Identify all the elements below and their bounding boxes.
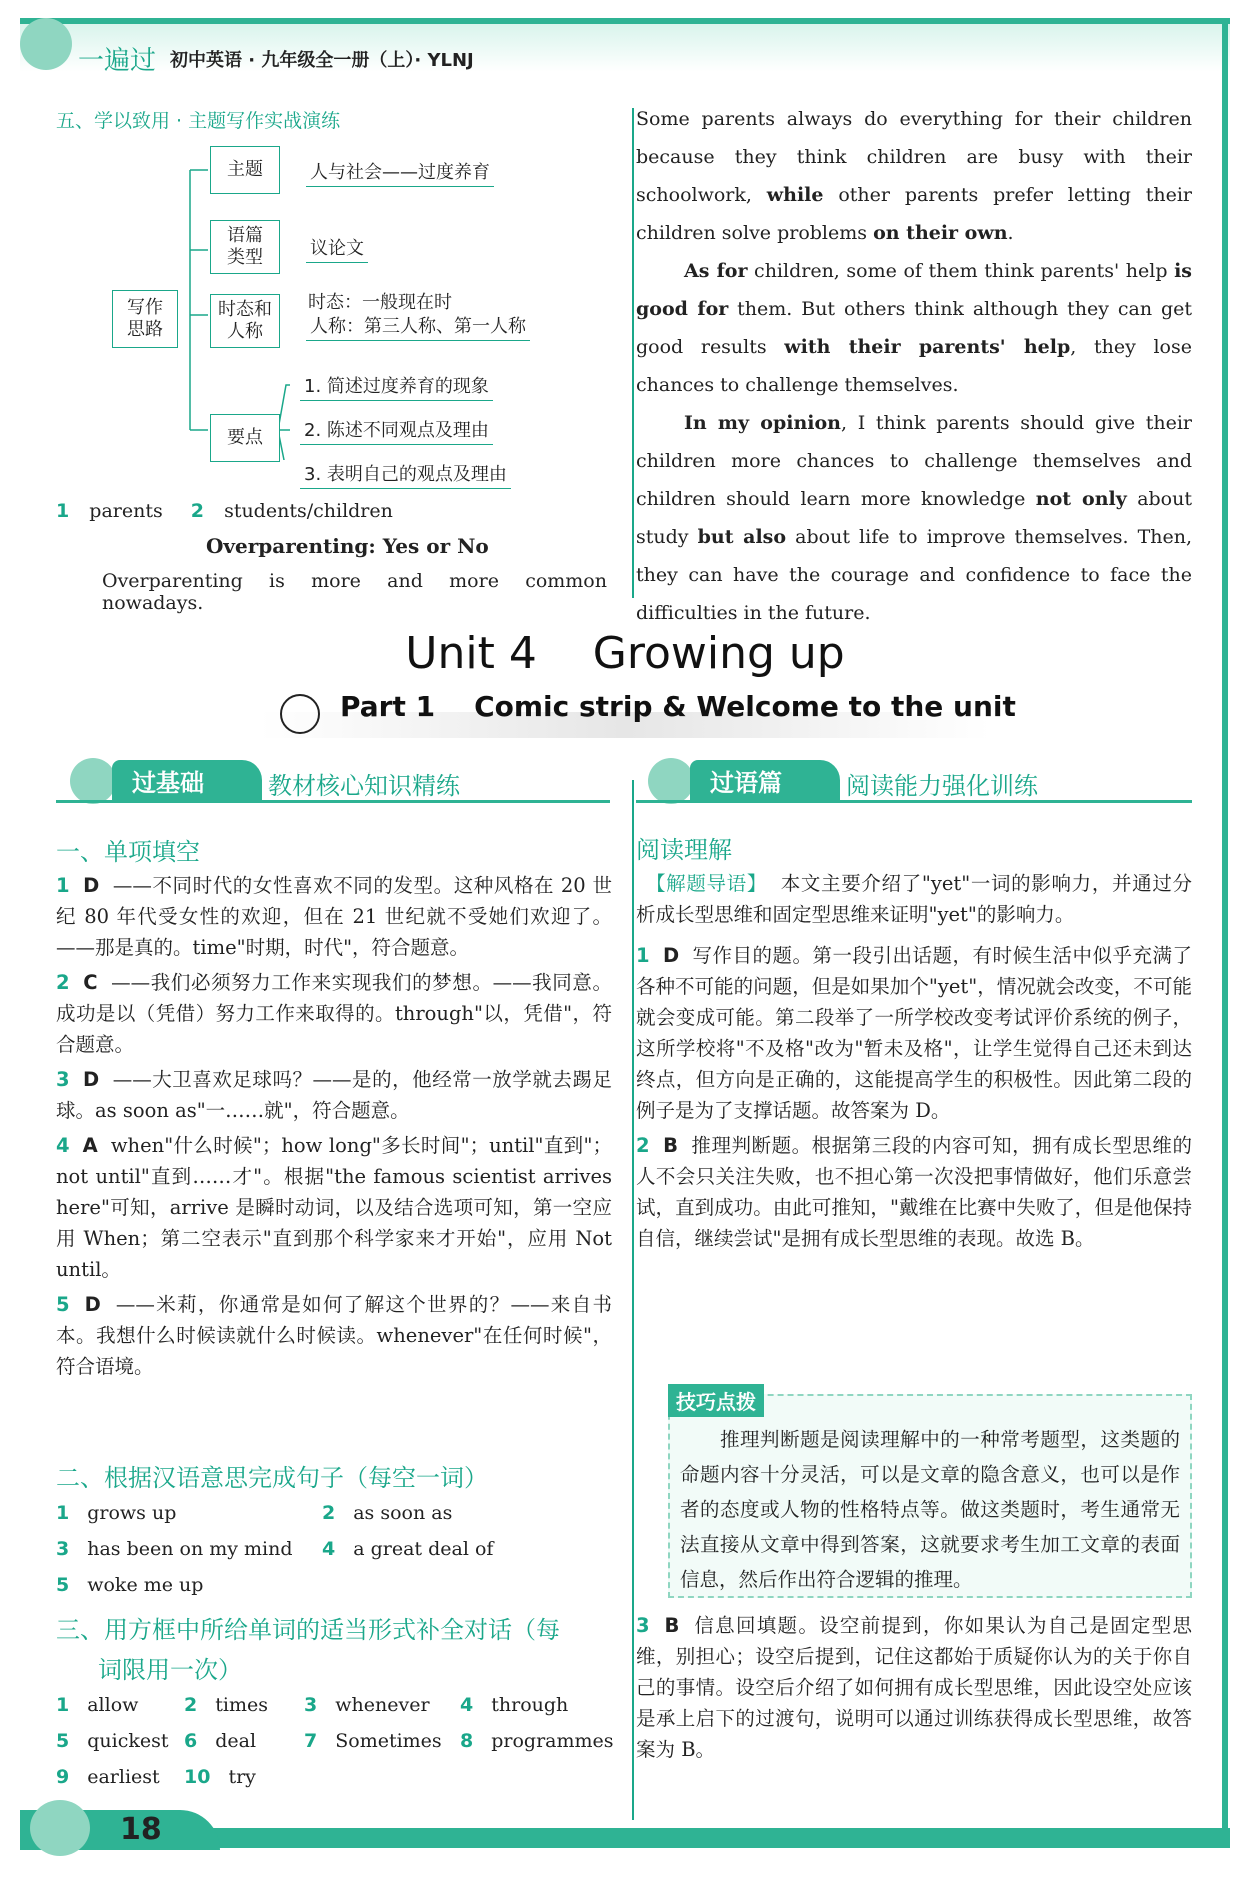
s3-answer-2 (184, 1694, 268, 1716)
mind-map-points-box (210, 414, 280, 462)
s3-answer-3 (304, 1694, 430, 1716)
right-banner-tab (690, 760, 840, 800)
essay-paragraph-3 (636, 404, 1192, 632)
essay-paragraph-2 (636, 252, 1192, 404)
star-mascot-icon (280, 694, 320, 734)
writing-section-title: 五、学以致用 · 主题写作实战演练 (56, 110, 341, 132)
essay-first-line: Overparenting is more and more common nowadays. (102, 570, 607, 614)
essay-highlight: is good for (636, 260, 1192, 320)
answer-number: 5 (56, 1730, 70, 1752)
question-answer: D (84, 1293, 101, 1316)
points-label: 要点 (227, 427, 263, 449)
essay-highlight: while (766, 184, 824, 206)
page-number: 18 (120, 1812, 162, 1847)
question-4 (56, 1130, 612, 1285)
answer-value: grows up (87, 1502, 177, 1524)
reading-guide (636, 868, 1192, 930)
question-number: 1 (636, 944, 650, 967)
tense-label: 时态和 人称 (218, 299, 272, 342)
essay-text: them. But others think although they can get good results (636, 298, 1192, 358)
s2-answer-4 (322, 1538, 493, 1560)
answer-number: 9 (56, 1766, 70, 1788)
answer-number: 5 (56, 1574, 70, 1596)
essay-text: about study (636, 488, 1192, 548)
left-banner-label: 过基础 (132, 768, 204, 797)
question-2 (56, 967, 612, 1060)
question-number: 1 (56, 874, 70, 897)
genre-label: 语篇 类型 (227, 225, 263, 268)
question-5 (56, 1289, 612, 1382)
answer-number: 6 (184, 1730, 198, 1752)
s2-answer-2 (322, 1502, 452, 1524)
answer-number: 2 (184, 1694, 198, 1716)
question-explanation: 写作目的题。第一段引出话题，有时候生活中似乎充满了各种不可能的问题，但是如果加个"yet"，情况就会改变，不可能就会变成可能。第二段举了一所学校改变考试评价系统的例子，这所学校将"不及格"改为"暂未及格"，让学生觉得自己还未到达终点，但方向是正确的，这能提高学生的积极性。因此第二段的例子是为了支撑话题。故答案为 D。 (636, 944, 1192, 1122)
question-number: 2 (56, 971, 70, 994)
reading-question-3 (636, 1610, 1192, 1765)
answer-number: 7 (304, 1730, 318, 1752)
left-banner-line (56, 800, 610, 803)
essay-text: , they lose chances to challenge themselves. (636, 336, 1192, 396)
mascot-icon (648, 758, 694, 804)
question-explanation: ——我们必须努力工作来实现我们的梦想。——我同意。成功是以（凭借）努力工作来取得的。through"以，凭借"，符合题意。 (56, 971, 612, 1056)
answer-number: 1 (56, 500, 70, 522)
s3-answer-5 (56, 1730, 169, 1752)
reading-section-title: 阅读理解 (636, 836, 732, 864)
answer-number: 4 (322, 1538, 336, 1560)
question-answer: A (82, 1134, 98, 1157)
answer-value: earliest (87, 1766, 160, 1788)
s2-answer-3 (56, 1538, 293, 1560)
question-explanation: ——大卫喜欢足球吗？——是的，他经常一放学就去踢足球。as soon as"一……就"，符合题意。 (56, 1068, 612, 1122)
book-title: 初中英语 · 九年级全一册（上）· YLNJ (170, 50, 474, 71)
question-number: 2 (636, 1134, 650, 1157)
essay-text: , I think parents should give their children more chances to challenge themselves and children should learn more knowledge (636, 412, 1192, 510)
right-banner-label: 过语篇 (710, 768, 782, 797)
theme-label: 主题 (227, 159, 263, 181)
essay-text: Some parents always do everything for their children because they think children are busy with their schoolwork, (636, 108, 1192, 206)
question-answer: D (83, 874, 100, 897)
reading-question-1 (636, 940, 1192, 1126)
essay-text: about life to improve themselves. Then, they can have the courage and confidence to face the difficulties in the future. (636, 526, 1193, 624)
answer-number: 8 (460, 1730, 474, 1752)
theme-value: 人与社会——过度养育 (306, 158, 494, 187)
point-2: 2. 陈述不同观点及理由 (300, 416, 493, 445)
left-banner-subtitle: 教材核心知识精练 (268, 772, 460, 800)
star-mascot-icon (30, 1800, 90, 1856)
s3-answer-6 (184, 1730, 256, 1752)
essay-text: children, some of them think parents' help (754, 260, 1168, 282)
answer-number: 4 (460, 1694, 474, 1716)
section-1-title: 一、单项填空 (56, 838, 200, 866)
answer-value: as soon as (353, 1502, 453, 1524)
section-1-answers (56, 870, 612, 1382)
mind-map-theme-box (210, 146, 280, 194)
answer-number: 3 (304, 1694, 318, 1716)
question-explanation: when"什么时候"；how long"多长时间"；until"直到"；not until"直到……才"。根据"the famous scientist arrives here"可知，arrive 是瞬时动词，以及结合选项可知，第一空应用 When；第二空表示"直到那个科学家来才开始"，应用 Not until。 (56, 1134, 612, 1281)
s3-answer-8 (460, 1730, 614, 1752)
tip-label: 技巧点拨 (668, 1384, 764, 1417)
essay-body (636, 100, 1192, 632)
mind-map-genre-box (210, 220, 280, 274)
essay-highlight: on their own (873, 222, 1008, 244)
answer-value: allow (87, 1694, 139, 1716)
reading-answers-continued (636, 1610, 1192, 1765)
question-answer: C (83, 971, 98, 994)
reading-answers (636, 940, 1192, 1254)
answer-value: times (215, 1694, 268, 1716)
answer-value: Sometimes (335, 1730, 442, 1752)
question-explanation: ——米莉，你通常是如何了解这个世界的？——来自书本。我想什么时候读就什么时候读。whenever"在任何时候"，符合语境。 (56, 1293, 612, 1378)
answer-value: has been on my mind (87, 1538, 293, 1560)
essay-highlight: In my opinion (684, 412, 841, 434)
point-3: 3. 表明自己的观点及理由 (300, 460, 511, 489)
answer-value: a great deal of (353, 1538, 494, 1560)
question-number: 5 (56, 1293, 70, 1316)
essay-title: Overparenting: Yes or No (206, 534, 489, 558)
column-divider (632, 108, 634, 598)
answer-number: 1 (56, 1502, 70, 1524)
reading-question-2 (636, 1130, 1192, 1254)
tense-value-2: 人称：第三人称、第一人称 (306, 312, 530, 341)
s3-answer-1 (56, 1694, 138, 1716)
s3-answer-7 (304, 1730, 442, 1752)
mind-map-root-label: 写作 思路 (127, 297, 163, 340)
question-explanation: 信息回填题。设空前提到，你如果认为自己是固定型思维，别担心；设空后提到，记住这都始于质疑你认为的关于你自己的事情。设空后介绍了如何拥有成长型思维，因此设空处应该是承上启下的过渡句，说明可以通过训练获得成长型思维，故答案为 B。 (636, 1614, 1192, 1761)
column-divider (632, 780, 634, 1820)
tense-value-1: 时态：一般现在时 (308, 292, 452, 313)
s3-answer-9 (56, 1766, 160, 1788)
unit-title: Unit 4 Growing up (405, 628, 845, 679)
s3-answer-4 (460, 1694, 568, 1716)
s3-answer-10 (184, 1766, 256, 1788)
right-banner-line (636, 800, 1192, 803)
tip-text: 推理判断题是阅读理解中的一种常考题型，这类题的命题内容十分灵活，可以是文章的隐含意义，也可以是作者的态度或人物的性格特点等。做这类题时，考生通常无法直接从文章中得到答案，这就要求考生加工文章的表面信息，然后作出符合逻辑的推理。 (680, 1428, 1180, 1591)
right-banner-subtitle: 阅读能力强化训练 (846, 772, 1038, 800)
question-answer: B (664, 1614, 680, 1637)
question-explanation: ——不同时代的女性喜欢不同的发型。这种风格在 20 世纪 80 年代受女性的欢迎，但在 21 世纪就不受她们欢迎了。——那是真的。time"时期，时代"，符合题意。 (56, 874, 612, 959)
question-answer: D (83, 1068, 100, 1091)
essay-highlight: As for (684, 260, 748, 282)
mind-map-tense-box (210, 294, 280, 348)
answer-value: woke me up (87, 1574, 204, 1596)
essay-paragraph-1: Some parents always do everything for their children because they think children are busy with their schoolwork, while other parents prefer letting their children solve problems on their own. (636, 108, 1192, 244)
tip-content (680, 1422, 1180, 1597)
answer-value: through (491, 1694, 569, 1716)
right-edge-strip (1222, 18, 1228, 1848)
answer-number: 10 (184, 1766, 211, 1788)
answer-value: programmes (491, 1730, 614, 1752)
answer-value: whenever (335, 1694, 430, 1716)
brand-logo-text: 一遍过 (78, 46, 157, 76)
question-number: 3 (636, 1614, 650, 1637)
s2-answer-1 (56, 1502, 176, 1524)
section-3-title-line-1: 三、用方框中所给单词的适当形式补全对话（每 (56, 1616, 560, 1644)
question-number: 3 (56, 1068, 70, 1091)
section-2-title: 二、根据汉语意思完成句子（每空一词） (56, 1464, 488, 1492)
answer-value: quickest (87, 1730, 169, 1752)
answer-number: 1 (56, 1694, 70, 1716)
question-1 (56, 870, 612, 963)
answer-value: students/children (224, 500, 393, 522)
genre-value: 议论文 (306, 234, 368, 263)
writing-answers-line (56, 500, 393, 522)
mascot-logo-icon (20, 18, 72, 70)
question-answer: B (663, 1134, 678, 1157)
left-banner-tab (112, 760, 262, 800)
point-1: 1. 简述过度养育的现象 (300, 372, 493, 401)
question-number: 4 (56, 1134, 70, 1157)
essay-highlight: not only (1035, 488, 1127, 510)
guide-text: 本文主要介绍了"yet"一词的影响力，并通过分析成长型思维和固定型思维来证明"yet"的影响力。 (636, 872, 1192, 926)
guide-label: 【解题导语】 (646, 872, 767, 895)
answer-number: 2 (190, 500, 205, 522)
part-title: Part 1 Comic strip & Welcome to the unit (340, 690, 1016, 723)
question-3 (56, 1064, 612, 1126)
essay-highlight: with their parents' help (784, 336, 1071, 358)
s2-answer-5 (56, 1574, 203, 1596)
mascot-icon (70, 758, 116, 804)
section-3-title-line-2: 词限用一次） (98, 1656, 242, 1684)
answer-number: 2 (322, 1502, 336, 1524)
answer-number: 3 (56, 1538, 70, 1560)
essay-text: other parents prefer letting their children solve problems (636, 184, 1192, 244)
answer-value: try (228, 1766, 256, 1788)
mind-map-root (112, 290, 178, 348)
essay-highlight: but also (697, 526, 787, 548)
question-answer: D (662, 944, 680, 967)
answer-value: deal (215, 1730, 257, 1752)
question-explanation: 推理判断题。根据第三段的内容可知，拥有成长型思维的人不会只关注失败，也不担心第一次没把事情做好，他们乐意尝试，直到成功。由此可推知，"戴维在比赛中失败了，但是他保持自信，继续尝试"是拥有成长型思维的表现。故选 B。 (636, 1134, 1192, 1250)
answer-value: parents (89, 500, 163, 522)
